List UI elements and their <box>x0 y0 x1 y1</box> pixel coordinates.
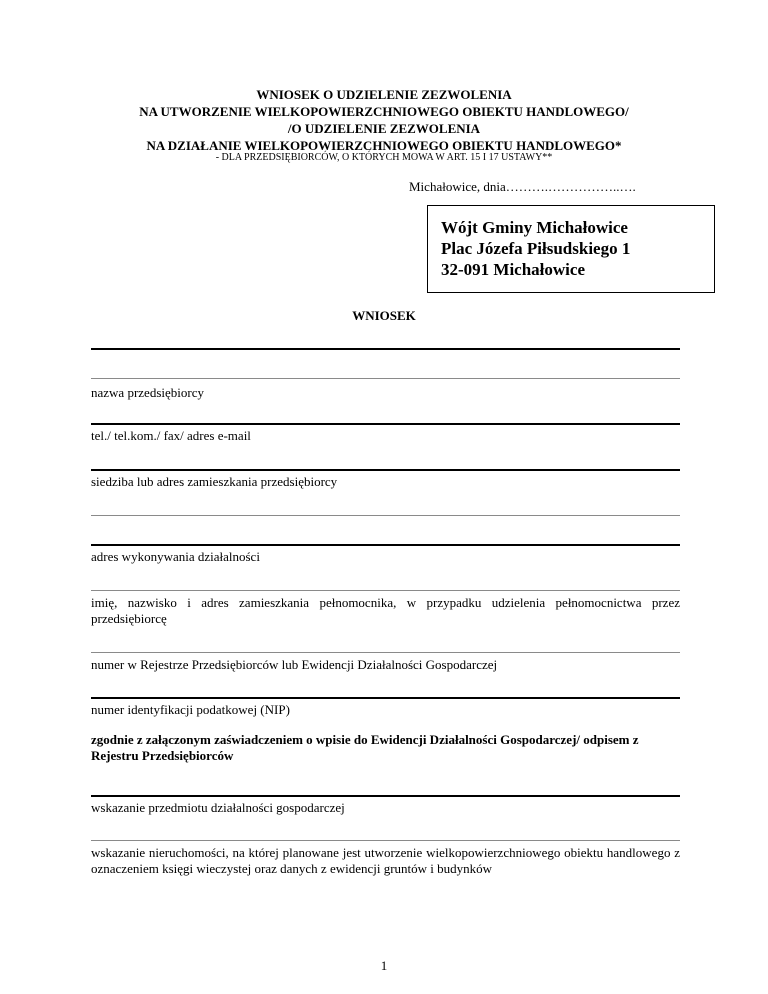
property-label: wskazanie nieruchomości, na której planowane jest utworzenie wielkopowierzchniowego obiektu handlowego z oznaczeniem księgi wieczystej oraz danych z ewidencji gruntów i budynków <box>91 845 680 876</box>
form-heading: WNIOSEK <box>352 308 416 323</box>
register-number-input-line[interactable] <box>91 652 680 653</box>
attachment-note: zgodnie z załączonym zaświadczeniem o wpisie do Ewidencji Działalności Gospodarczej/ odpisem z Rejestru Przedsiębiorców <box>91 732 639 763</box>
recipient-address-box <box>427 205 715 293</box>
business-subject-input-line[interactable] <box>91 795 680 797</box>
company-name-input-line-1[interactable] <box>91 348 680 350</box>
business-address-input-line-1[interactable] <box>91 515 680 516</box>
title-line-3: /O UDZIELENIE ZEZWOLENIA <box>287 121 481 136</box>
contact-input-line[interactable] <box>91 423 680 425</box>
title-line-1: WNIOSEK O UDZIELENIE ZEZWOLENIA <box>256 87 512 102</box>
property-input-line[interactable] <box>91 840 680 841</box>
title-line-4: NA DZIAŁANIE WIELKOPOWIERZCHNIOWEGO OBIEKTU HANDLOWEGO* <box>146 138 622 153</box>
recipient-line-2: Plac Józefa Piłsudskiego 1 <box>441 239 631 258</box>
nip-input-line[interactable] <box>91 697 680 699</box>
document-subtitle: - DLA PRZEDSIĘBIORCÓW, O KTÓRYCH MOWA W ART. 15 I 17 USTAWY** <box>215 152 553 163</box>
title-line-2: NA UTWORZENIE WIELKOPOWIERZCHNIOWEGO OBIEKTU HANDLOWEGO/ <box>139 104 629 119</box>
company-name-label: nazwa przedsiębiorcy <box>91 385 204 400</box>
proxy-label: imię, nazwisko i adres zamieszkania pełnomocnika, w przypadku udzielenia pełnomocnictwa przez przedsiębiorcę <box>91 595 680 626</box>
document-title <box>0 86 768 154</box>
seat-address-input-line[interactable] <box>91 469 680 471</box>
recipient-line-1: Wójt Gminy Michałowice <box>441 218 628 237</box>
nip-label: numer identyfikacji podatkowej (NIP) <box>91 702 290 717</box>
contact-label: tel./ tel.kom./ fax/ adres e-mail <box>91 428 251 443</box>
seat-address-label: siedziba lub adres zamieszkania przedsiębiorcy <box>91 474 338 489</box>
recipient-line-3: 32-091 Michałowice <box>441 260 585 279</box>
page-number: 1 <box>380 958 388 973</box>
business-address-input-line-2[interactable] <box>91 544 680 546</box>
register-number-label: numer w Rejestrze Przedsiębiorców lub Ewidencji Działalności Gospodarczej <box>91 657 498 672</box>
date-field[interactable]: Michałowice, dnia……….……………..…. <box>409 179 636 194</box>
company-name-input-line-2[interactable] <box>91 378 680 379</box>
proxy-input-line[interactable] <box>91 590 680 591</box>
business-subject-label: wskazanie przedmiotu działalności gospodarczej <box>91 800 345 815</box>
business-address-label: adres wykonywania działalności <box>91 549 260 564</box>
